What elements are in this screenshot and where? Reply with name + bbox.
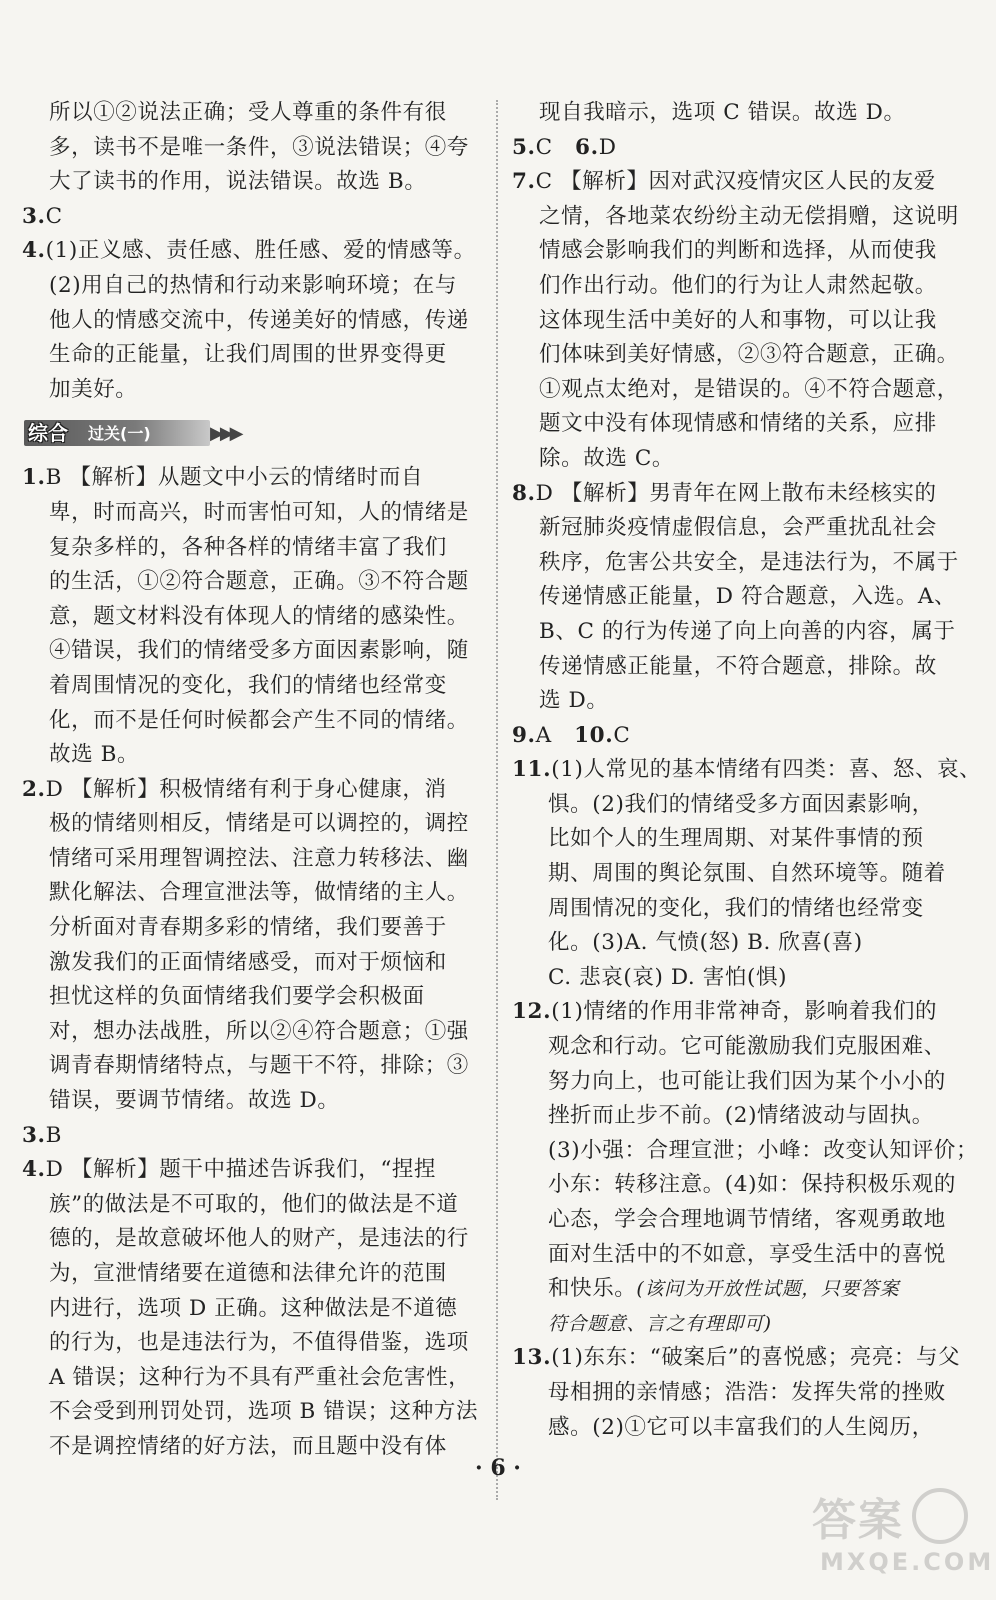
- question-9-10: [512, 719, 978, 754]
- text-line: 故选 B。: [49, 742, 140, 768]
- question-number: 7.: [512, 169, 536, 195]
- text-line: 德的，是故意破坏他人的财产，是违法的行: [49, 1226, 469, 1252]
- section-banner: [22, 415, 480, 455]
- question-12: [512, 995, 978, 1030]
- text-line: 除。故选 C。: [539, 445, 674, 471]
- editor-note: (该问为开放性试题，只要答案: [636, 1278, 900, 1301]
- text-line: (2)用自己的热情和行动来影响环境；在与: [49, 272, 457, 298]
- text-line: 意，题文材料没有体现人的情绪的感染性。: [49, 603, 469, 629]
- text-line: 这体现生活中美好的人和事物，可以让我: [539, 307, 937, 333]
- answer-text: A: [535, 722, 552, 748]
- text-line: 不会受到刑罚处罚，选项 B 错误；这种方法: [49, 1399, 479, 1425]
- text-line: 现自我暗示，选项 C 错误。故选 D。: [539, 100, 906, 125]
- text-line: [512, 1272, 978, 1307]
- text-line: 情绪可采用理智调控法、注意力转移法、幽: [49, 845, 469, 871]
- text-line: 的行为，也是违法行为，不值得借鉴，选项: [49, 1330, 469, 1356]
- answer-3: [22, 200, 480, 235]
- question-number: 2.: [22, 776, 46, 802]
- text-line: ④错误，我们的情绪受多方面因素影响，随: [49, 638, 469, 664]
- question-number: 5.: [512, 134, 536, 160]
- text-line: 加美好。: [49, 376, 138, 402]
- text-line: 不是调控情绪的好方法，而且题中没有体: [49, 1433, 447, 1459]
- text-line: 化。(3)A. 气愤(怒) B. 欣喜(喜): [548, 930, 863, 956]
- answer-text: D 【解析】积极情绪有利于身心健康，消: [45, 776, 447, 802]
- text-line: B、C 的行为传递了向上向善的内容，属于: [539, 618, 956, 644]
- question-number: 10.: [574, 722, 614, 748]
- text-line: 对，想办法战胜，所以②④符合题意；①强: [49, 1018, 469, 1044]
- right-column: [512, 96, 982, 1445]
- question-11: [512, 753, 982, 788]
- text-line: C. 悲哀(哀) D. 害怕(惧): [548, 964, 788, 990]
- text-line: 大了读书的作用，说法错误。故选 B。: [49, 169, 427, 195]
- text-line: 题文中没有体现情感和情绪的关系，应排: [539, 411, 937, 437]
- question-8: [512, 477, 978, 512]
- text-line: 复杂多样的，各种各样的情绪丰富了我们: [49, 534, 447, 560]
- question-number: 1.: [22, 465, 46, 491]
- question-4: [22, 1153, 480, 1188]
- watermark-logo: [812, 1480, 995, 1580]
- banner-subtitle: 过关(一): [88, 424, 151, 444]
- answer-4: [22, 234, 480, 269]
- text-line: 感。(2)①它可以丰富我们的人生阅历，: [548, 1414, 934, 1440]
- text-line: 错误，要调节情绪。故选 D。: [49, 1088, 340, 1114]
- question-13: [512, 1341, 978, 1376]
- text-line: 默化解法、合理宣泄法等，做情绪的主人。: [49, 880, 469, 906]
- text-line: 们体味到美好情感，②③符合题意，正确。: [539, 342, 959, 368]
- text-line: 惧。(2)我们的情绪受多方面因素影响，: [548, 791, 934, 817]
- question-2: [22, 773, 480, 808]
- question-number: 3.: [22, 1122, 46, 1148]
- answer-text: (1)情绪的作用非常神奇，影响着我们的: [551, 999, 938, 1025]
- question-number: 12.: [512, 999, 552, 1025]
- text-line: A 错误；这种行为不具有严重社会危害性，: [49, 1364, 471, 1390]
- editor-note: 符合题意、言之有理即可): [548, 1312, 772, 1335]
- text-line: 内进行，选项 D 正确。这种做法是不道德: [49, 1295, 458, 1321]
- text-line: 的生活，①②符合题意，正确。③不符合题: [49, 569, 469, 595]
- question-7: [512, 165, 978, 200]
- answer-text: D 【解析】男青年在网上散布未经核实的: [535, 480, 937, 506]
- text-line: 化，而不是任何时候都会产生不同的情绪。: [49, 707, 469, 733]
- question-number: 3.: [22, 203, 46, 229]
- question-5-6: [512, 131, 978, 166]
- text-line: 母相拥的亲情感；浩浩：发挥失常的挫败: [548, 1379, 946, 1405]
- text-line: 卑，时而高兴，时而害怕可知，人的情绪是: [49, 499, 469, 525]
- question-number: 6.: [575, 134, 599, 160]
- text-line: 观念和行动。它可能激励我们克服困难、: [548, 1034, 946, 1060]
- answer-text: C 【解析】因对武汉疫情灾区人民的友爱: [535, 169, 936, 195]
- text-line: 担忧这样的负面情绪我们要学会积极面: [49, 984, 425, 1010]
- text-line: 努力向上，也可能让我们因为某个小小的: [548, 1068, 946, 1094]
- question-number: 9.: [512, 722, 536, 748]
- answer-text: D 【解析】题干中描述告诉我们，“捏捏: [45, 1157, 437, 1183]
- banner-title: 综合: [28, 421, 68, 446]
- watermark-text: 答案: [812, 1495, 904, 1546]
- text-line: 新冠肺炎疫情虚假信息，会严重扰乱社会: [539, 515, 937, 541]
- text-line: 族”的做法是不可取的，他们的做法是不道: [49, 1191, 459, 1217]
- answer-text: D: [598, 134, 617, 160]
- text-line: 之情，各地菜农纷纷主动无偿捐赠，这说明: [539, 203, 959, 229]
- text-line: 着周围情况的变化，我们的情绪也经常变: [49, 672, 447, 698]
- text-line: 所以①②说法正确；受人尊重的条件有很: [49, 100, 447, 125]
- text-line: 极的情绪则相反，情绪是可以调控的，调控: [49, 811, 469, 837]
- answer-text: B: [45, 1122, 63, 1148]
- question-number: 8.: [512, 480, 536, 506]
- text-line: 小东：转移注意。(4)如：保持积极乐观的: [548, 1172, 956, 1198]
- text-line: 传递情感正能量，不符合题意，排除。故: [539, 653, 937, 679]
- answer-text: (1)东东：“破案后”的喜悦感；亮亮：与父: [551, 1345, 961, 1371]
- answer-text: (1)人常见的基本情绪有四类：喜、怒、哀、: [551, 757, 982, 783]
- text-line: 面对生活中的不如意，享受生活中的喜悦: [548, 1241, 946, 1267]
- answer-text: C: [535, 134, 553, 160]
- question-number: 13.: [512, 1345, 552, 1371]
- text-line: 激发我们的正面情绪感受，而对于烦恼和: [49, 949, 447, 975]
- text-line: 传递情感正能量，D 符合题意，入选。A、: [539, 584, 957, 610]
- column-divider: [496, 100, 498, 1500]
- left-column: [22, 96, 480, 1465]
- text-line: (3)小强：合理宣泄；小峰：改变认知评价；: [548, 1137, 979, 1163]
- text-line: 秩序，危害公共安全，是违法行为，不属于: [539, 549, 959, 575]
- text-line: 他人的情感交流中，传递美好的情感，传递: [49, 307, 469, 333]
- text-line: 周围情况的变化，我们的情绪也经常变: [548, 895, 924, 921]
- question-number: 11.: [512, 757, 552, 783]
- question-number: 4.: [22, 1157, 46, 1183]
- question-1: [22, 461, 480, 496]
- text-line: 心态，学会合理地调节情绪，客观勇敢地: [548, 1207, 946, 1232]
- text-line: 挫折而止步不前。(2)情绪波动与固执。: [548, 1103, 934, 1129]
- answer-text: C: [613, 722, 631, 748]
- answer-text: (1)正义感、责任感、胜任感、爱的情感等。: [45, 238, 476, 264]
- text-line: 调青春期情绪特点，与题干不符，排除；③: [49, 1053, 469, 1079]
- text-fragment: 和快乐。: [548, 1276, 637, 1302]
- text-line: 比如个人的生理周期、对某件事情的预: [548, 826, 924, 852]
- text-line: 选 D。: [539, 688, 609, 714]
- text-line: 分析面对青春期多彩的情绪，我们要善于: [49, 915, 447, 941]
- text-line: 多，读书不是唯一条件，③说法错误；④夸: [49, 134, 469, 160]
- text-line: 为，宣泄情绪要在道德和法律允许的范围: [49, 1261, 447, 1286]
- watermark-url: MXQE.COM: [820, 1548, 995, 1576]
- page-number: · 6 ·: [475, 1455, 521, 1481]
- text-line: 期、周围的舆论氛围、自然环境等。随着: [548, 861, 946, 887]
- text-line: 生命的正能量，让我们周围的世界变得更: [49, 342, 447, 368]
- arrows-icon: ▶▶▶: [210, 423, 240, 445]
- question-3: [22, 1119, 480, 1154]
- text-line: 情感会影响我们的判断和选择，从而使我: [539, 238, 937, 264]
- answer-text: C: [45, 203, 63, 229]
- question-number: 4.: [22, 238, 46, 264]
- text-line: ①观点太绝对，是错误的。④不符合题意，: [539, 376, 959, 402]
- text-line: 们作出行动。他们的行为让人肃然起敬。: [539, 272, 937, 298]
- answer-text: B 【解析】从题文中小云的情绪时而自: [45, 465, 424, 491]
- watermark-circle-icon: [912, 1488, 968, 1544]
